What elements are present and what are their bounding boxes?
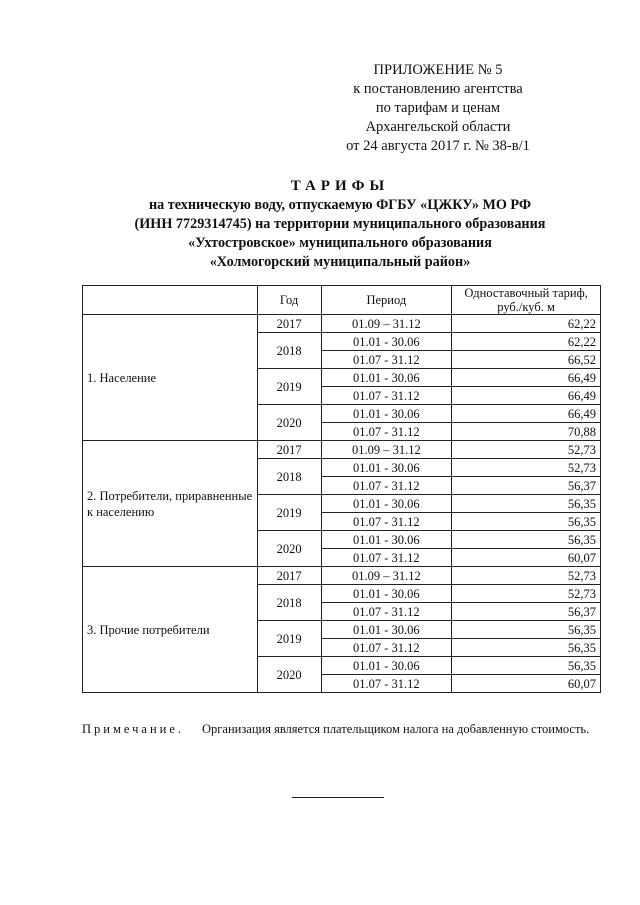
title-line: (ИНН 7729314745) на территории муниципального образования (134, 216, 546, 232)
period-cell: 01.07 - 31.12 (321, 639, 452, 657)
category-cell: 3. Прочие потребители (83, 567, 258, 693)
period-cell: 01.01 - 30.06 (321, 459, 452, 477)
rate-cell: 66,49 (452, 405, 601, 423)
table-row (83, 441, 601, 459)
header-rate: Одноставочный тариф, руб./куб. м (452, 286, 601, 315)
rate-cell: 60,07 (452, 675, 601, 693)
rate-cell: 66,49 (452, 369, 601, 387)
year-cell: 2019 (257, 369, 321, 405)
rate-cell: 52,73 (452, 459, 601, 477)
rate-cell: 66,49 (452, 387, 601, 405)
appendix-line: к постановлению агентства (353, 81, 523, 97)
appendix-line: от 24 августа 2017 г. № 38-в/1 (346, 138, 530, 154)
year-cell: 2020 (257, 405, 321, 441)
category-cell: 1. Население (83, 315, 258, 441)
title-line: «Холмогорский муниципальный район» (209, 254, 471, 270)
closing-divider (292, 797, 384, 798)
period-cell: 01.07 - 31.12 (321, 675, 452, 693)
rate-cell: 56,35 (452, 621, 601, 639)
period-cell: 01.07 - 31.12 (321, 387, 452, 405)
period-cell: 01.07 - 31.12 (321, 603, 452, 621)
title-line: «Ухтостровское» муниципального образования (188, 235, 492, 251)
title-heading: ТАРИФЫ (290, 178, 390, 194)
header-year: Год (257, 286, 321, 315)
year-cell: 2017 (257, 441, 321, 459)
table-header-row (83, 286, 601, 315)
rate-cell: 56,35 (452, 513, 601, 531)
rate-cell: 62,22 (452, 333, 601, 351)
tariff-table (82, 285, 601, 693)
header-period: Период (321, 286, 452, 315)
period-cell: 01.01 - 30.06 (321, 531, 452, 549)
year-cell: 2019 (257, 621, 321, 657)
note-label: Примечание. (82, 722, 185, 736)
appendix-block (318, 61, 558, 156)
rate-cell: 62,22 (452, 315, 601, 333)
period-cell: 01.01 - 30.06 (321, 621, 452, 639)
period-cell: 01.09 – 31.12 (321, 441, 452, 459)
rate-cell: 56,35 (452, 639, 601, 657)
year-cell: 2018 (257, 585, 321, 621)
rate-cell: 70,88 (452, 423, 601, 441)
period-cell: 01.01 - 30.06 (321, 657, 452, 675)
year-cell: 2017 (257, 567, 321, 585)
note (82, 721, 601, 737)
year-cell: 2017 (257, 315, 321, 333)
rate-cell: 52,73 (452, 585, 601, 603)
period-cell: 01.09 – 31.12 (321, 567, 452, 585)
title-line: на техническую воду, отпускаемую ФГБУ «ЦЖКУ» МО РФ (148, 197, 532, 213)
period-cell: 01.07 - 31.12 (321, 351, 452, 369)
note-text: Организация является плательщиком налога на добавленную стоимость. (202, 722, 590, 736)
year-cell: 2018 (257, 333, 321, 369)
rate-cell: 52,73 (452, 567, 601, 585)
category-cell: 2. Потребители, приравненные к населению (83, 441, 258, 567)
period-cell: 01.09 – 31.12 (321, 315, 452, 333)
period-cell: 01.07 - 31.12 (321, 423, 452, 441)
appendix-line: по тарифам и ценам (375, 100, 501, 116)
period-cell: 01.01 - 30.06 (321, 405, 452, 423)
rate-cell: 56,37 (452, 603, 601, 621)
rate-cell: 52,73 (452, 441, 601, 459)
period-cell: 01.01 - 30.06 (321, 495, 452, 513)
rate-cell: 56,35 (452, 657, 601, 675)
rate-cell: 66,52 (452, 351, 601, 369)
table-row (83, 567, 601, 585)
table-row (83, 315, 601, 333)
rate-cell: 56,35 (452, 531, 601, 549)
appendix-line: ПРИЛОЖЕНИЕ № 5 (373, 62, 503, 78)
document-title (80, 177, 600, 272)
period-cell: 01.01 - 30.06 (321, 585, 452, 603)
rate-cell: 56,35 (452, 495, 601, 513)
period-cell: 01.07 - 31.12 (321, 477, 452, 495)
year-cell: 2020 (257, 531, 321, 567)
year-cell: 2018 (257, 459, 321, 495)
rate-cell: 60,07 (452, 549, 601, 567)
period-cell: 01.07 - 31.12 (321, 513, 452, 531)
period-cell: 01.01 - 30.06 (321, 333, 452, 351)
year-cell: 2020 (257, 657, 321, 693)
rate-cell: 56,37 (452, 477, 601, 495)
appendix-line: Архангельской области (365, 119, 511, 135)
period-cell: 01.01 - 30.06 (321, 369, 452, 387)
table-body (83, 315, 601, 693)
header-category (83, 286, 258, 315)
year-cell: 2019 (257, 495, 321, 531)
period-cell: 01.07 - 31.12 (321, 549, 452, 567)
